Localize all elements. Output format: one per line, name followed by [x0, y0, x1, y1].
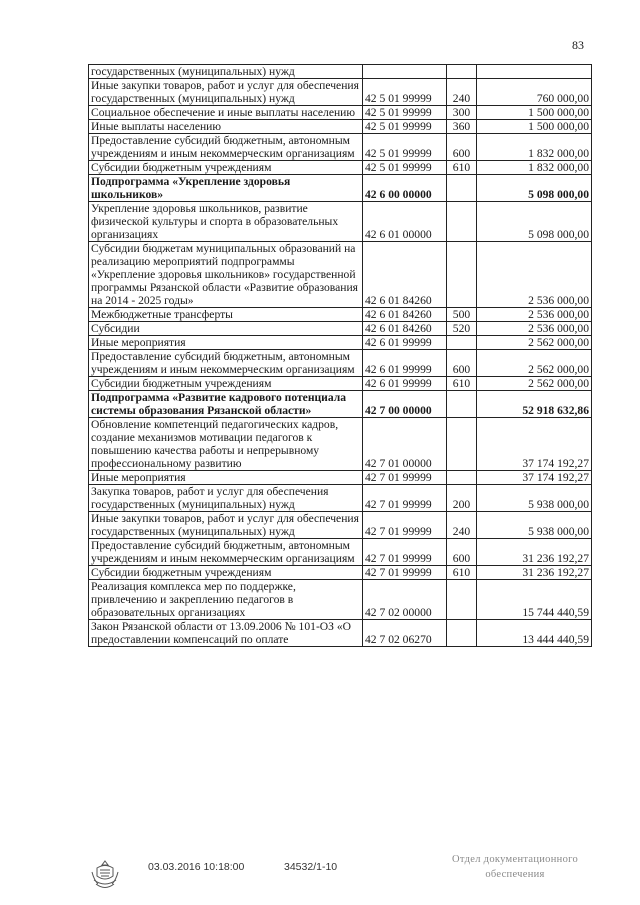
row-name-cell: государственных (муниципальных) нужд: [89, 65, 363, 79]
stamp-line-1: Отдел документационного: [451, 854, 579, 865]
row-sum-cell: 2 536 000,00: [477, 242, 592, 308]
table-row: [89, 308, 592, 322]
row-name-cell: Предоставление субсидий бюджетным, автономным учреждениям и иным некоммерческим организациям: [89, 350, 363, 377]
row-code-cell: 42 7 01 99999: [363, 566, 447, 580]
row-sum-cell: 5 938 000,00: [477, 512, 592, 539]
row-name-cell: Подпрограмма «Укрепление здоровья школьников»: [89, 175, 363, 202]
row-name-cell: Закупка товаров, работ и услуг для обеспечения государственных (муниципальных) нужд: [89, 485, 363, 512]
row-name-cell: Субсидии бюджетным учреждениям: [89, 566, 363, 580]
row-code-cell: 42 5 01 99999: [363, 79, 447, 106]
row-code-cell: 42 6 00 00000: [363, 175, 447, 202]
row-code-cell: 42 7 02 00000: [363, 580, 447, 620]
table-row: [89, 161, 592, 175]
table-row: [89, 512, 592, 539]
row-name-cell: Межбюджетные трансферты: [89, 308, 363, 322]
stamp-line-2: обеспечения: [485, 869, 545, 880]
row-sum-cell: 5 098 000,00: [477, 202, 592, 242]
row-expense-type-cell: [447, 620, 477, 647]
row-name-cell: Обновление компетенций педагогических кадров, создание механизмов мотивации педагогов к повышению качества работы и непрерывному профессиональному развитию: [89, 418, 363, 471]
row-code-cell: 42 5 01 99999: [363, 106, 447, 120]
row-expense-type-cell: 600: [447, 350, 477, 377]
table-row: [89, 377, 592, 391]
row-expense-type-cell: [447, 418, 477, 471]
row-code-cell: 42 6 01 84260: [363, 308, 447, 322]
row-name-cell: Социальное обеспечение и иные выплаты населению: [89, 106, 363, 120]
table-row: [89, 242, 592, 308]
row-code-cell: 42 6 01 00000: [363, 202, 447, 242]
coat-of-arms-logo: [88, 858, 122, 892]
table-row: [89, 620, 592, 647]
table-row: [89, 580, 592, 620]
table-row: [89, 418, 592, 471]
table-row: [89, 120, 592, 134]
row-code-cell: 42 7 01 99999: [363, 512, 447, 539]
department-stamp: [440, 852, 590, 882]
row-expense-type-cell: 600: [447, 539, 477, 566]
row-sum-cell: 2 562 000,00: [477, 377, 592, 391]
row-expense-type-cell: [447, 175, 477, 202]
table-row: [89, 539, 592, 566]
row-name-cell: Реализация комплекса мер по поддержке, привлечению и закреплению педагогов в образовательных организациях: [89, 580, 363, 620]
row-code-cell: 42 6 01 84260: [363, 242, 447, 308]
row-expense-type-cell: 610: [447, 566, 477, 580]
row-name-cell: Субсидии бюджетным учреждениям: [89, 377, 363, 391]
row-name-cell: Предоставление субсидий бюджетным, автономным учреждениям и иным некоммерческим организациям: [89, 134, 363, 161]
row-sum-cell: 2 536 000,00: [477, 322, 592, 336]
row-expense-type-cell: [447, 391, 477, 418]
row-code-cell: 42 7 01 00000: [363, 418, 447, 471]
row-name-cell: Иные закупки товаров, работ и услуг для обеспечения государственных (муниципальных) нужд: [89, 79, 363, 106]
row-sum-cell: 1 500 000,00: [477, 106, 592, 120]
row-name-cell: Предоставление субсидий бюджетным, автономным учреждениям и иным некоммерческим организациям: [89, 539, 363, 566]
row-code-cell: 42 5 01 99999: [363, 120, 447, 134]
row-code-cell: 42 6 01 99999: [363, 336, 447, 350]
row-expense-type-cell: [447, 471, 477, 485]
row-sum-cell: 37 174 192,27: [477, 418, 592, 471]
row-sum-cell: 31 236 192,27: [477, 539, 592, 566]
table-row: [89, 350, 592, 377]
row-code-cell: 42 7 01 99999: [363, 471, 447, 485]
table-row: [89, 485, 592, 512]
row-sum-cell: 15 744 440,59: [477, 580, 592, 620]
row-expense-type-cell: [447, 242, 477, 308]
row-sum-cell: 1 832 000,00: [477, 134, 592, 161]
row-code-cell: 42 5 01 99999: [363, 134, 447, 161]
row-name-cell: Подпрограмма «Развитие кадрового потенциала системы образования Рязанской области»: [89, 391, 363, 418]
row-code-cell: 42 7 01 99999: [363, 539, 447, 566]
row-code-cell: [363, 65, 447, 79]
row-expense-type-cell: 610: [447, 161, 477, 175]
row-name-cell: Иные мероприятия: [89, 471, 363, 485]
row-sum-cell: 2 562 000,00: [477, 336, 592, 350]
row-expense-type-cell: 600: [447, 134, 477, 161]
row-code-cell: 42 6 01 99999: [363, 377, 447, 391]
row-sum-cell: 2 536 000,00: [477, 308, 592, 322]
row-expense-type-cell: 200: [447, 485, 477, 512]
row-expense-type-cell: 500: [447, 308, 477, 322]
row-expense-type-cell: 240: [447, 512, 477, 539]
budget-table: [88, 64, 592, 647]
row-expense-type-cell: 240: [447, 79, 477, 106]
table-row: [89, 391, 592, 418]
row-expense-type-cell: [447, 202, 477, 242]
row-name-cell: Иные выплаты населению: [89, 120, 363, 134]
table-row: [89, 202, 592, 242]
table-row: [89, 106, 592, 120]
table-row: [89, 79, 592, 106]
row-code-cell: 42 6 01 99999: [363, 350, 447, 377]
row-sum-cell: 760 000,00: [477, 79, 592, 106]
row-code-cell: 42 5 01 99999: [363, 161, 447, 175]
row-code-cell: 42 6 01 84260: [363, 322, 447, 336]
row-expense-type-cell: 610: [447, 377, 477, 391]
row-expense-type-cell: [447, 336, 477, 350]
row-sum-cell: [477, 65, 592, 79]
table-row: [89, 566, 592, 580]
row-sum-cell: 5 938 000,00: [477, 485, 592, 512]
row-expense-type-cell: 360: [447, 120, 477, 134]
page-number: 83: [572, 38, 584, 52]
row-name-cell: Закон Рязанской области от 13.09.2006 № 101-ОЗ «О предоставлении компенсаций по оплате: [89, 620, 363, 647]
row-sum-cell: 31 236 192,27: [477, 566, 592, 580]
row-expense-type-cell: 300: [447, 106, 477, 120]
row-expense-type-cell: [447, 65, 477, 79]
row-sum-cell: 13 444 440,59: [477, 620, 592, 647]
row-sum-cell: 1 500 000,00: [477, 120, 592, 134]
row-expense-type-cell: [447, 580, 477, 620]
row-name-cell: Укрепление здоровья школьников, развитие физической культуры и спорта в образовательных организациях: [89, 202, 363, 242]
row-sum-cell: 2 562 000,00: [477, 350, 592, 377]
row-name-cell: Субсидии бюджетным учреждениям: [89, 161, 363, 175]
row-sum-cell: 37 174 192,27: [477, 471, 592, 485]
table-row: [89, 175, 592, 202]
row-code-cell: 42 7 02 06270: [363, 620, 447, 647]
table-row: [89, 471, 592, 485]
table-row: [89, 336, 592, 350]
row-name-cell: Субсидии: [89, 322, 363, 336]
footer-document-id: 34532/1-10: [284, 861, 338, 873]
table-row: [89, 134, 592, 161]
row-name-cell: Иные закупки товаров, работ и услуг для обеспечения государственных (муниципальных) нужд: [89, 512, 363, 539]
row-sum-cell: 52 918 632,86: [477, 391, 592, 418]
row-sum-cell: 1 832 000,00: [477, 161, 592, 175]
table-row: [89, 322, 592, 336]
row-code-cell: 42 7 01 99999: [363, 485, 447, 512]
row-code-cell: 42 7 00 00000: [363, 391, 447, 418]
row-name-cell: Иные мероприятия: [89, 336, 363, 350]
row-expense-type-cell: 520: [447, 322, 477, 336]
footer-timestamp: 03.03.2016 10:18:00: [148, 861, 245, 873]
table-row: [89, 65, 592, 79]
row-name-cell: Субсидии бюджетам муниципальных образований на реализацию мероприятий подпрограммы «Укрепление здоровья школьников» государственной программы Рязанской области «Развитие образования на 2014 - 2025 годы»: [89, 242, 363, 308]
row-sum-cell: 5 098 000,00: [477, 175, 592, 202]
budget-table-body: [89, 65, 592, 647]
